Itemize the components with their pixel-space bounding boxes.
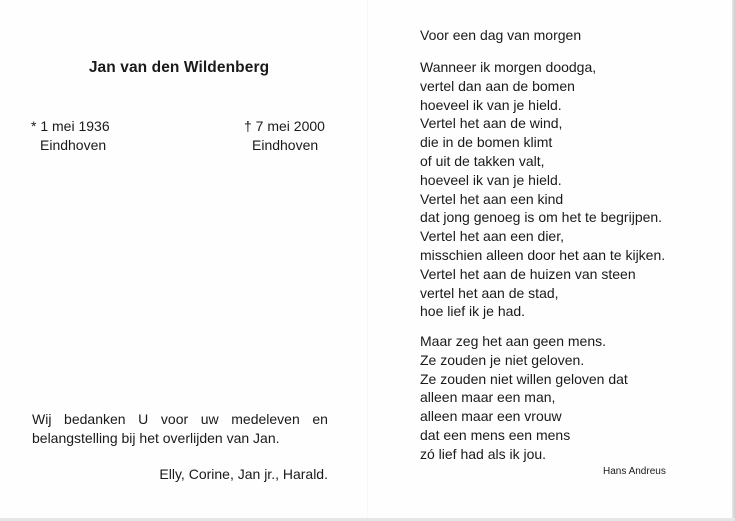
poem-line: vertel het aan de stad, (420, 284, 559, 301)
thanks-word: uw (200, 411, 219, 427)
poem-line: alleen maar een vrouw (420, 408, 562, 425)
birth-date: * 1 mei 1936 (31, 118, 110, 134)
poem-line: Wanneer ik morgen doodga, (420, 59, 597, 75)
poem-line: hoe lief ik je had. (420, 303, 526, 320)
thanks-message (32, 410, 328, 448)
deceased-name: Jan van den Wildenberg (88, 59, 270, 76)
thanks-line-1 (32, 410, 328, 429)
death-info (244, 117, 325, 155)
death-date: † 7 mei 2000 (244, 118, 325, 134)
thanks-word: bedanken (64, 411, 126, 427)
poem-line: Vertel het aan de wind, (420, 115, 563, 132)
poem-line: of uit de takken valt, (420, 152, 545, 169)
thanks-word: Wij (32, 411, 52, 427)
poem-line: Ze zouden niet willen geloven dat (420, 370, 628, 387)
thanks-line-2: belangstelling bij het overlijden van Jan. (32, 430, 280, 446)
birth-info (31, 117, 110, 155)
poem-line: Vertel het aan een dier, (420, 228, 564, 245)
thanks-word: voor (160, 411, 189, 427)
poem-line: Vertel het aan een kind (420, 190, 564, 207)
poem-line: dat jong genoeg is om het te begrijpen. (420, 209, 663, 226)
thanks-word: U (138, 411, 149, 427)
poem-line: hoeveel ik van je hield. (420, 171, 562, 188)
poem-line: alleen maar een man, (420, 389, 556, 406)
poem-line: Vertel het aan de huizen van steen (420, 265, 636, 282)
thanks-word: en (312, 411, 328, 427)
poem-stanza-2 (420, 332, 628, 464)
death-place: Eindhoven (252, 137, 319, 153)
poem-line: die in de bomen klimt (420, 134, 553, 151)
thanks-word: medeleven (231, 411, 300, 427)
family-signature: Elly, Corine, Jan jr., Harald. (159, 466, 328, 482)
poem-line: Maar zeg het aan geen mens. (420, 333, 607, 349)
poem-stanza-1 (420, 58, 665, 321)
poem-line: misschien alleen door het aan te kijken. (420, 246, 666, 263)
card-fold-line (367, 0, 368, 521)
birth-place: Eindhoven (40, 137, 107, 153)
poem-line: dat een mens een mens (420, 426, 571, 443)
poem-line: hoeveel ik van je hield. (420, 96, 562, 113)
poem-title: Voor een dag van morgen (420, 27, 582, 43)
poem-author: Hans Andreus (603, 466, 666, 477)
poem-line: Ze zouden je niet geloven. (420, 351, 585, 368)
poem-line: zó lief had als ik jou. (420, 445, 547, 462)
poem-line: vertel dan aan de bomen (420, 77, 575, 94)
